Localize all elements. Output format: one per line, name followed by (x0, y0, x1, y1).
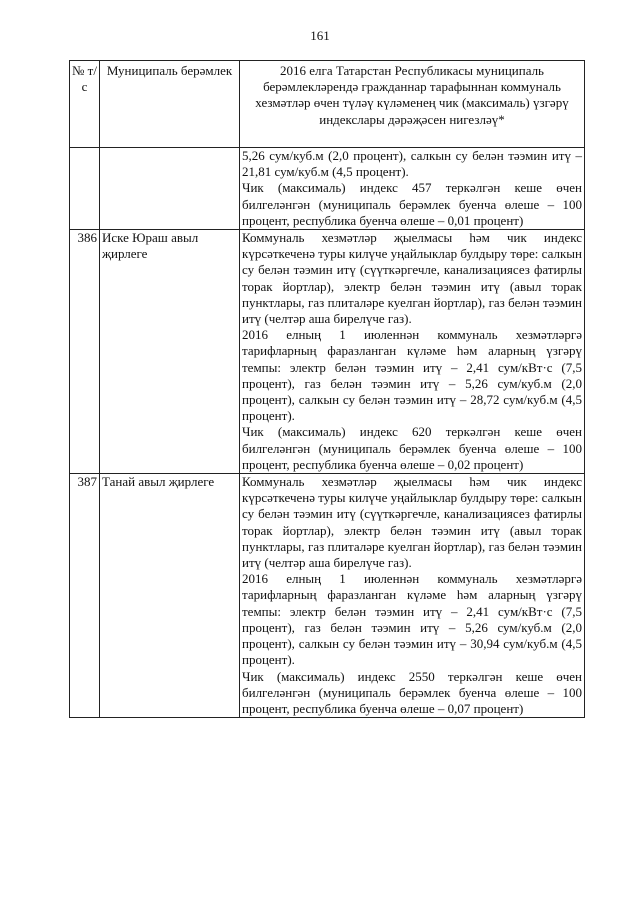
row-municipality: Танай авыл җирлеге (100, 474, 240, 718)
header-index: 2016 елга Татарстан Республикасы муниципаль берәмлекләрендә гражданнар тарафыннан коммуналь хезмәтләр өчен түләү күләменең чик (максималь) үзгәрү индекслары дәрәҗәсен нигезләү* (240, 61, 585, 148)
page-number: 161 (310, 28, 330, 43)
header-municipality: Муниципаль берәмлек (100, 61, 240, 148)
row-description (240, 230, 585, 474)
row-municipality (100, 148, 240, 230)
row-description (240, 148, 585, 230)
table-header-row (70, 61, 585, 148)
paragraph: 2016 елның 1 июленнән коммуналь хезмәтләргә тарифларның фаразланган күләме һәм аларның үзгәрү темпы: электр белән тәэмин итү – 2,41 сум/кВт·с (7,5 процент), газ белән тәэмин итү – 5,26 сум/куб.м (2,0 процент), салкын су белән тәэмин итү – 28,72 сум/куб.м (4,5 процент). (242, 327, 582, 424)
municipal-index-table (69, 60, 585, 718)
paragraph: Коммуналь хезмәтләр җыелмасы һәм чик индекс күрсәткеченә туры килүче уңайлыклар булдыру төре: салкын су белән тәэмин итү (сүүткәргечле, канализациясез фатирлы торак йортлар), электр белән тәэмин итү (авыл торак пунктлары, газ плиталәре куелган йортлар), газ белән тәэмин итү (челтәр аша бирелүче газ). (242, 230, 582, 327)
row-number: 387 (70, 474, 100, 718)
header-number: № т/с (70, 61, 100, 148)
table-row-continuation (70, 148, 585, 230)
table-row (70, 474, 585, 718)
paragraph: Чик (максималь) индекс 457 теркәлгән кеше өчен билгеләнгән (муниципаль берәмлек буенча өлеше – 100 процент, республика буенча өлеше – 0,01 процент) (242, 180, 582, 228)
table-row (70, 230, 585, 474)
paragraph: 5,26 сум/куб.м (2,0 процент), салкын су белән тәэмин итү – 21,81 сум/куб.м (4,5 процент). (242, 148, 582, 180)
row-municipality: Иске Юраш авыл җирлеге (100, 230, 240, 474)
paragraph: Чик (максималь) индекс 2550 теркәлгән кеше өчен билгеләнгән (муниципаль берәмлек буенча өлеше – 100 процент, республика буенча өлеше – 0,07 процент) (242, 668, 582, 716)
row-number: 386 (70, 230, 100, 474)
row-description (240, 474, 585, 718)
row-number (70, 148, 100, 230)
paragraph: 2016 елның 1 июленнән коммуналь хезмәтләргә тарифларның фаразланган күләме һәм аларның үзгәрү темпы: электр белән тәэмин итү – 2,41 сум/кВт·с (7,5 процент), газ белән тәэмин итү – 5,26 сум/куб.м (2,0 процент), салкын су белән тәэмин итү – 30,94 сум/куб.м (4,5 процент). (242, 571, 582, 668)
paragraph: Чик (максималь) индекс 620 теркәлгән кеше өчен билгеләнгән (муниципаль берәмлек буенча өлеше – 100 процент, республика буенча өлеше – 0,02 процент) (242, 424, 582, 472)
paragraph: Коммуналь хезмәтләр җыелмасы һәм чик индекс күрсәткеченә туры килүче уңайлыклар булдыру төре: салкын су белән тәэмин итү (сүүткәргечле, канализациясез фатирлы торак йортлар), электр белән тәэмин итү (авыл торак пунктлары, газ плиталәре куелган йортлар), газ белән тәэмин итү (челтәр аша бирелүче газ). (242, 474, 582, 571)
